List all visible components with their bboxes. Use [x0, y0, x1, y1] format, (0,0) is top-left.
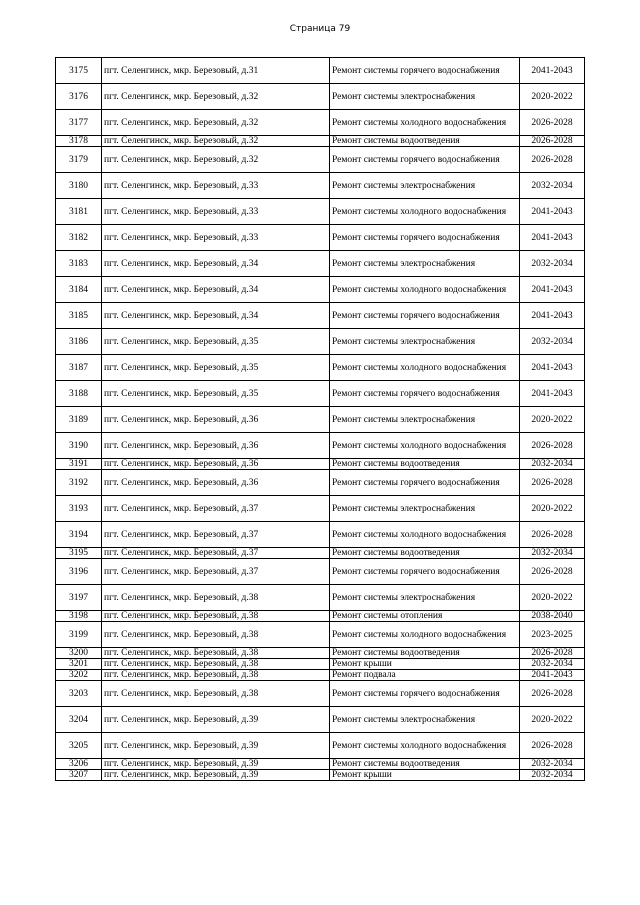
- table-row: [56, 147, 585, 173]
- address-cell: пгт. Селенгинск, мкр. Березовый, д.37: [102, 522, 330, 548]
- work-type-cell: Ремонт системы электроснабжения: [330, 407, 520, 433]
- work-type-cell: Ремонт системы электроснабжения: [330, 585, 520, 611]
- work-type-cell: Ремонт системы водоотведения: [330, 459, 520, 470]
- row-number-cell: 3206: [56, 759, 102, 770]
- period-cell: 2026-2028: [520, 559, 585, 585]
- row-number-cell: 3205: [56, 733, 102, 759]
- row-number-cell: 3177: [56, 110, 102, 136]
- address-cell: пгт. Селенгинск, мкр. Березовый, д.38: [102, 622, 330, 648]
- period-cell: 2041-2043: [520, 225, 585, 251]
- table-row: [56, 225, 585, 251]
- row-number-cell: 3204: [56, 707, 102, 733]
- period-cell: 2020-2022: [520, 407, 585, 433]
- address-cell: пгт. Селенгинск, мкр. Березовый, д.39: [102, 707, 330, 733]
- period-cell: 2032-2034: [520, 459, 585, 470]
- address-cell: пгт. Селенгинск, мкр. Березовый, д.34: [102, 303, 330, 329]
- address-cell: пгт. Селенгинск, мкр. Березовый, д.35: [102, 381, 330, 407]
- address-cell: пгт. Селенгинск, мкр. Березовый, д.36: [102, 459, 330, 470]
- table-row: [56, 110, 585, 136]
- work-type-cell: Ремонт системы горячего водоснабжения: [330, 58, 520, 84]
- table-row: [56, 681, 585, 707]
- row-number-cell: 3192: [56, 470, 102, 496]
- work-type-cell: Ремонт системы горячего водоснабжения: [330, 225, 520, 251]
- work-type-cell: Ремонт системы горячего водоснабжения: [330, 470, 520, 496]
- row-number-cell: 3186: [56, 329, 102, 355]
- work-type-cell: Ремонт системы горячего водоснабжения: [330, 381, 520, 407]
- table-row: [56, 58, 585, 84]
- period-cell: 2041-2043: [520, 381, 585, 407]
- work-type-cell: Ремонт крыши: [330, 770, 520, 781]
- row-number-cell: 3191: [56, 459, 102, 470]
- row-number-cell: 3190: [56, 433, 102, 459]
- table-row: [56, 136, 585, 147]
- table-row: [56, 770, 585, 781]
- period-cell: 2020-2022: [520, 707, 585, 733]
- row-number-cell: 3201: [56, 659, 102, 670]
- period-cell: 2020-2022: [520, 496, 585, 522]
- period-cell: 2026-2028: [520, 470, 585, 496]
- table-row: [56, 559, 585, 585]
- table-row: [56, 355, 585, 381]
- period-cell: 2041-2043: [520, 355, 585, 381]
- table-row: [56, 470, 585, 496]
- work-type-cell: Ремонт системы холодного водоснабжения: [330, 522, 520, 548]
- address-cell: пгт. Селенгинск, мкр. Березовый, д.34: [102, 277, 330, 303]
- row-number-cell: 3203: [56, 681, 102, 707]
- table-row: [56, 548, 585, 559]
- period-cell: 2026-2028: [520, 681, 585, 707]
- row-number-cell: 3198: [56, 611, 102, 622]
- table-row: [56, 459, 585, 470]
- period-cell: 2041-2043: [520, 277, 585, 303]
- address-cell: пгт. Селенгинск, мкр. Березовый, д.39: [102, 733, 330, 759]
- address-cell: пгт. Селенгинск, мкр. Березовый, д.37: [102, 548, 330, 559]
- table-row: [56, 496, 585, 522]
- table-row: [56, 303, 585, 329]
- address-cell: пгт. Селенгинск, мкр. Березовый, д.36: [102, 407, 330, 433]
- work-type-cell: Ремонт системы холодного водоснабжения: [330, 355, 520, 381]
- address-cell: пгт. Селенгинск, мкр. Березовый, д.34: [102, 251, 330, 277]
- page-number-header: Страница 79: [289, 24, 351, 34]
- row-number-cell: 3193: [56, 496, 102, 522]
- address-cell: пгт. Селенгинск, мкр. Березовый, д.38: [102, 659, 330, 670]
- period-cell: 2020-2022: [520, 84, 585, 110]
- period-cell: 2032-2034: [520, 173, 585, 199]
- row-number-cell: 3183: [56, 251, 102, 277]
- table-row: [56, 84, 585, 110]
- work-type-cell: Ремонт системы горячего водоснабжения: [330, 681, 520, 707]
- period-cell: 2023-2025: [520, 622, 585, 648]
- address-cell: пгт. Селенгинск, мкр. Березовый, д.38: [102, 611, 330, 622]
- row-number-cell: 3207: [56, 770, 102, 781]
- period-cell: 2032-2034: [520, 770, 585, 781]
- table-row: [56, 622, 585, 648]
- work-type-cell: Ремонт системы холодного водоснабжения: [330, 622, 520, 648]
- work-type-cell: Ремонт подвала: [330, 670, 520, 681]
- work-type-cell: Ремонт системы электроснабжения: [330, 173, 520, 199]
- row-number-cell: 3195: [56, 548, 102, 559]
- table-row: [56, 251, 585, 277]
- work-type-cell: Ремонт системы отопления: [330, 611, 520, 622]
- table-row: [56, 522, 585, 548]
- period-cell: 2041-2043: [520, 303, 585, 329]
- address-cell: пгт. Селенгинск, мкр. Березовый, д.38: [102, 670, 330, 681]
- work-type-cell: Ремонт системы холодного водоснабжения: [330, 199, 520, 225]
- work-type-cell: Ремонт системы холодного водоснабжения: [330, 277, 520, 303]
- row-number-cell: 3181: [56, 199, 102, 225]
- row-number-cell: 3197: [56, 585, 102, 611]
- work-type-cell: Ремонт системы водоотведения: [330, 136, 520, 147]
- address-cell: пгт. Селенгинск, мкр. Березовый, д.33: [102, 225, 330, 251]
- address-cell: пгт. Селенгинск, мкр. Березовый, д.38: [102, 585, 330, 611]
- row-number-cell: 3194: [56, 522, 102, 548]
- work-type-cell: Ремонт системы электроснабжения: [330, 329, 520, 355]
- table-row: [56, 199, 585, 225]
- address-cell: пгт. Селенгинск, мкр. Березовый, д.35: [102, 329, 330, 355]
- address-cell: пгт. Селенгинск, мкр. Березовый, д.36: [102, 433, 330, 459]
- table-row: [56, 611, 585, 622]
- address-cell: пгт. Селенгинск, мкр. Березовый, д.32: [102, 136, 330, 147]
- address-cell: пгт. Селенгинск, мкр. Березовый, д.39: [102, 759, 330, 770]
- row-number-cell: 3187: [56, 355, 102, 381]
- row-number-cell: 3178: [56, 136, 102, 147]
- period-cell: 2026-2028: [520, 648, 585, 659]
- period-cell: 2032-2034: [520, 251, 585, 277]
- address-cell: пгт. Селенгинск, мкр. Березовый, д.39: [102, 770, 330, 781]
- work-type-cell: Ремонт системы горячего водоснабжения: [330, 303, 520, 329]
- row-number-cell: 3176: [56, 84, 102, 110]
- table-row: [56, 407, 585, 433]
- period-cell: 2026-2028: [520, 733, 585, 759]
- address-cell: пгт. Селенгинск, мкр. Березовый, д.32: [102, 110, 330, 136]
- row-number-cell: 3199: [56, 622, 102, 648]
- period-cell: 2038-2040: [520, 611, 585, 622]
- repair-schedule-table: [55, 57, 585, 781]
- period-cell: 2041-2043: [520, 670, 585, 681]
- address-cell: пгт. Селенгинск, мкр. Березовый, д.31: [102, 58, 330, 84]
- period-cell: 2020-2022: [520, 585, 585, 611]
- row-number-cell: 3184: [56, 277, 102, 303]
- table-row: [56, 670, 585, 681]
- work-type-cell: Ремонт системы электроснабжения: [330, 496, 520, 522]
- work-type-cell: Ремонт системы горячего водоснабжения: [330, 559, 520, 585]
- row-number-cell: 3188: [56, 381, 102, 407]
- table-row: [56, 585, 585, 611]
- address-cell: пгт. Селенгинск, мкр. Березовый, д.38: [102, 648, 330, 659]
- address-cell: пгт. Селенгинск, мкр. Березовый, д.32: [102, 147, 330, 173]
- address-cell: пгт. Селенгинск, мкр. Березовый, д.35: [102, 355, 330, 381]
- row-number-cell: 3196: [56, 559, 102, 585]
- table-row: [56, 329, 585, 355]
- table-row: [56, 759, 585, 770]
- work-type-cell: Ремонт системы электроснабжения: [330, 84, 520, 110]
- table-row: [56, 277, 585, 303]
- period-cell: 2026-2028: [520, 433, 585, 459]
- work-type-cell: Ремонт системы электроснабжения: [330, 251, 520, 277]
- period-cell: 2032-2034: [520, 548, 585, 559]
- period-cell: 2032-2034: [520, 659, 585, 670]
- period-cell: 2026-2028: [520, 110, 585, 136]
- table-row: [56, 707, 585, 733]
- address-cell: пгт. Селенгинск, мкр. Березовый, д.38: [102, 681, 330, 707]
- work-type-cell: Ремонт системы электроснабжения: [330, 707, 520, 733]
- row-number-cell: 3200: [56, 648, 102, 659]
- period-cell: 2041-2043: [520, 199, 585, 225]
- work-type-cell: Ремонт системы водоотведения: [330, 648, 520, 659]
- row-number-cell: 3180: [56, 173, 102, 199]
- work-type-cell: Ремонт системы горячего водоснабжения: [330, 147, 520, 173]
- period-cell: 2026-2028: [520, 522, 585, 548]
- table-row: [56, 173, 585, 199]
- period-cell: 2041-2043: [520, 58, 585, 84]
- address-cell: пгт. Селенгинск, мкр. Березовый, д.37: [102, 496, 330, 522]
- row-number-cell: 3182: [56, 225, 102, 251]
- row-number-cell: 3185: [56, 303, 102, 329]
- table-row: [56, 648, 585, 659]
- address-cell: пгт. Селенгинск, мкр. Березовый, д.33: [102, 199, 330, 225]
- work-type-cell: Ремонт системы холодного водоснабжения: [330, 110, 520, 136]
- table-body: [56, 58, 585, 781]
- row-number-cell: 3202: [56, 670, 102, 681]
- row-number-cell: 3175: [56, 58, 102, 84]
- period-cell: 2032-2034: [520, 759, 585, 770]
- work-type-cell: Ремонт системы холодного водоснабжения: [330, 433, 520, 459]
- work-type-cell: Ремонт системы водоотведения: [330, 548, 520, 559]
- work-type-cell: Ремонт системы водоотведения: [330, 759, 520, 770]
- period-cell: 2026-2028: [520, 136, 585, 147]
- row-number-cell: 3179: [56, 147, 102, 173]
- row-number-cell: 3189: [56, 407, 102, 433]
- work-type-cell: Ремонт системы холодного водоснабжения: [330, 733, 520, 759]
- address-cell: пгт. Селенгинск, мкр. Березовый, д.33: [102, 173, 330, 199]
- work-type-cell: Ремонт крыши: [330, 659, 520, 670]
- table-row: [56, 433, 585, 459]
- table-row: [56, 659, 585, 670]
- address-cell: пгт. Селенгинск, мкр. Березовый, д.36: [102, 470, 330, 496]
- period-cell: 2032-2034: [520, 329, 585, 355]
- period-cell: 2026-2028: [520, 147, 585, 173]
- table-row: [56, 381, 585, 407]
- address-cell: пгт. Селенгинск, мкр. Березовый, д.32: [102, 84, 330, 110]
- address-cell: пгт. Селенгинск, мкр. Березовый, д.37: [102, 559, 330, 585]
- table-row: [56, 733, 585, 759]
